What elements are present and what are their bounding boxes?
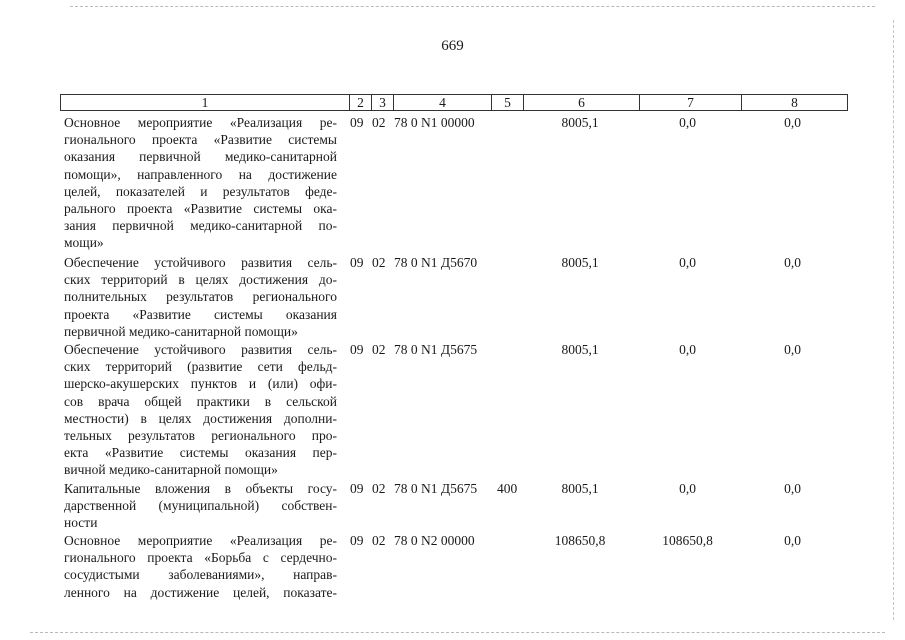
subsection-code: 02 [372, 342, 386, 357]
target-article-code: 78 0 N1 Д5675 [394, 481, 478, 496]
description-line: Основное мероприятие «Реализация ре- [64, 115, 337, 130]
section-code: 09 [350, 115, 364, 130]
row-description [64, 532, 337, 601]
description-line: первичной медико-санитарной помощи» [64, 323, 298, 339]
target-article-code: 78 0 N2 00000 [394, 533, 475, 548]
amount-col-7: 0,0 [679, 342, 696, 357]
subsection-code: 02 [372, 115, 386, 130]
amount-col-7: 0,0 [679, 115, 696, 130]
amount-col-8: 0,0 [784, 115, 801, 130]
row-description [64, 341, 337, 479]
description-line: шерско-акушерских пунктов и (или) офи- [64, 376, 337, 392]
description-line: оказания первичной медико-санитарной [64, 149, 337, 165]
header-cell-2: 2 [349, 95, 371, 110]
header-cell-7: 7 [639, 95, 741, 110]
target-article-code: 78 0 N1 Д5670 [394, 255, 478, 270]
description-line: екта «Развитие системы оказания пер- [64, 445, 337, 461]
description-line: ских территорий (развитие сети фельд- [64, 359, 337, 375]
header-cell-4: 4 [393, 95, 491, 110]
header-cell-3: 3 [371, 95, 393, 110]
expense-type-code: 400 [497, 481, 518, 496]
description-line: полнительных результатов регионального [64, 289, 337, 305]
subsection-code: 02 [372, 481, 386, 496]
section-code: 09 [350, 342, 364, 357]
description-line: проекта «Развитие системы оказания [64, 306, 337, 322]
header-cell-6: 6 [523, 95, 639, 110]
scan-edge-top [70, 6, 875, 7]
header-cell-8: 8 [741, 95, 847, 110]
description-line: Обеспечение устойчивого развития сель- [64, 342, 337, 357]
amount-col-6: 8005,1 [561, 342, 599, 357]
amount-col-7: 0,0 [679, 481, 696, 496]
header-cell-5: 5 [491, 95, 523, 110]
description-line: сов врача общей практики в сельской [64, 393, 337, 409]
description-line: сосудистыми заболеваниями», направ- [64, 567, 337, 583]
target-article-code: 78 0 N1 00000 [394, 115, 475, 130]
description-line: целей, показателей и результатов феде- [64, 183, 337, 199]
amount-col-6: 8005,1 [561, 115, 599, 130]
description-line: Капитальные вложения в объекты госу- [64, 481, 337, 496]
amount-col-8: 0,0 [784, 481, 801, 496]
description-line: ленного на достижение целей, показате- [64, 584, 337, 600]
section-code: 09 [350, 255, 364, 270]
description-line: гионального проекта «Борьба с сердечно- [64, 550, 337, 566]
scan-edge-right [893, 20, 894, 620]
page-number: 669 [441, 38, 464, 54]
header-cell-1: 1 [201, 95, 209, 110]
amount-col-8: 0,0 [784, 533, 801, 548]
row-description [64, 480, 337, 532]
amount-col-8: 0,0 [784, 255, 801, 270]
description-line: местности) в целях достижения дополни- [64, 410, 337, 426]
scan-edge-bottom [30, 632, 885, 633]
description-line: помощи», направленного на достижение [64, 166, 337, 182]
table-header-row [60, 94, 848, 111]
amount-col-6: 108650,8 [554, 533, 606, 548]
description-line: ности [64, 515, 98, 531]
row-description [64, 254, 337, 340]
section-code: 09 [350, 481, 364, 496]
description-line: дарственной (муниципальной) собствен- [64, 498, 337, 514]
amount-col-7: 108650,8 [662, 533, 713, 548]
description-line: вичной медико-санитарной помощи» [64, 462, 278, 478]
description-line: Обеспечение устойчивого развития сель- [64, 255, 337, 270]
description-line: Основное мероприятие «Реализация ре- [64, 533, 337, 548]
description-line: зания первичной медико-санитарной по- [64, 218, 337, 234]
amount-col-7: 0,0 [679, 255, 696, 270]
description-line: гионального проекта «Развитие системы [64, 132, 337, 148]
amount-col-6: 8005,1 [561, 255, 599, 270]
target-article-code: 78 0 N1 Д5675 [394, 342, 478, 357]
amount-col-6: 8005,1 [561, 481, 599, 496]
description-line: тельных результатов регионального про- [64, 427, 337, 443]
description-line: мощи» [64, 235, 104, 251]
subsection-code: 02 [372, 533, 386, 548]
description-line: рального проекта «Развитие системы ока- [64, 200, 337, 216]
section-code: 09 [350, 533, 364, 548]
row-description [64, 114, 337, 252]
amount-col-8: 0,0 [784, 342, 801, 357]
subsection-code: 02 [372, 255, 386, 270]
description-line: ских территорий в целях достижения до- [64, 272, 337, 288]
